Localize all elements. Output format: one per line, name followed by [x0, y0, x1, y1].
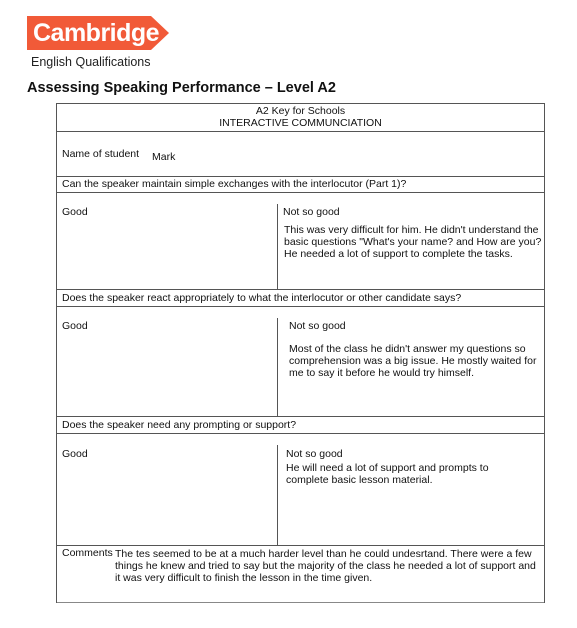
- form-header: [57, 103, 544, 131]
- divider: [57, 289, 544, 290]
- divider: [57, 545, 544, 546]
- student-name-value[interactable]: Mark: [152, 151, 176, 163]
- document-title: Assessing Speaking Performance – Level A2: [27, 80, 336, 96]
- divider: [57, 131, 544, 132]
- q2-not-so-good-label: Not so good: [289, 320, 346, 332]
- section-name: INTERACTIVE COMMUNCIATION: [219, 117, 382, 129]
- comments-text[interactable]: The tes seemed to be at a much harder level than he could undesrtand. There were a few things he knew and tried to say but the majority of the class he needed a lot of support and it was very difficult to finish the lesson in the time given.: [115, 548, 536, 584]
- column-divider: [277, 318, 278, 416]
- divider: [57, 192, 544, 193]
- assessment-form: [56, 103, 545, 603]
- divider: [57, 433, 544, 434]
- q2-good-label: Good: [62, 320, 88, 332]
- question-1: Can the speaker maintain simple exchanges with the interlocutor (Part 1)?: [62, 178, 407, 190]
- student-name-label: Name of student: [62, 148, 140, 160]
- q1-good-label: Good: [62, 206, 88, 218]
- q1-not-so-good-text[interactable]: This was very difficult for him. He didn't understand the basic questions "What's your name? and How are you? He needed a lot of support to complete the tasks.: [284, 224, 542, 260]
- form-bottom-border: [57, 602, 544, 603]
- q1-not-so-good-label: Not so good: [283, 206, 340, 218]
- q2-not-so-good-text[interactable]: Most of the class he didn't answer my questions so comprehension was a big issue. He mostly waited for me to say it before he would try himself.: [289, 343, 537, 379]
- comments-label: Comments: [62, 547, 113, 559]
- question-3: Does the speaker need any prompting or support?: [62, 419, 297, 431]
- divider: [57, 176, 544, 177]
- column-divider: [277, 204, 278, 289]
- logo-wordmark: Cambridge: [33, 19, 160, 47]
- q3-not-so-good-label: Not so good: [286, 448, 343, 460]
- cambridge-logo: [27, 16, 169, 50]
- logo-subtitle: English Qualifications: [31, 55, 151, 69]
- divider: [57, 306, 544, 307]
- column-divider: [277, 445, 278, 545]
- question-2: Does the speaker react appropriately to what the interlocutor or other candidate says?: [62, 292, 462, 304]
- exam-name: A2 Key for Schools: [255, 105, 346, 117]
- q3-not-so-good-text[interactable]: He will need a lot of support and prompts to complete basic lesson material.: [286, 462, 489, 486]
- q3-good-label: Good: [62, 448, 88, 460]
- divider: [57, 416, 544, 417]
